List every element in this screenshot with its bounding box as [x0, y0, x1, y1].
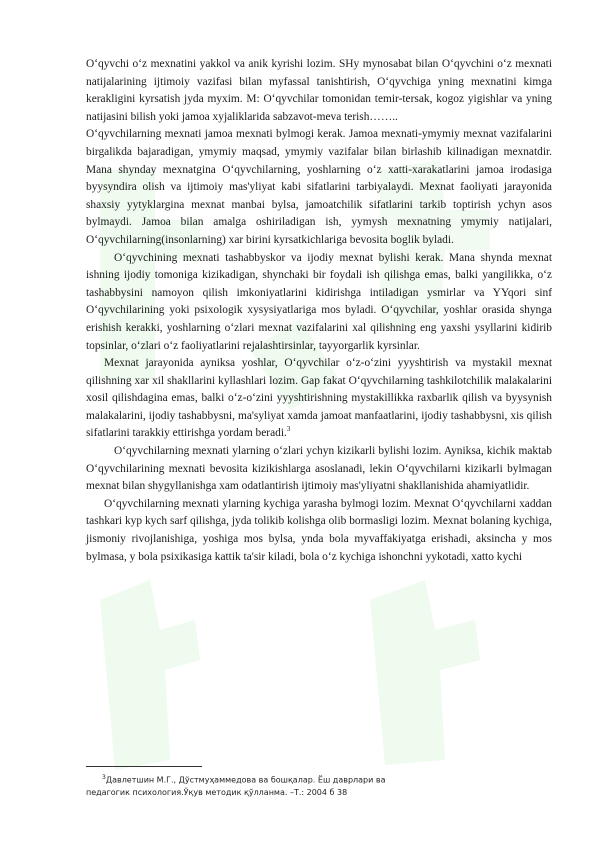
- footnote: [86, 772, 406, 799]
- paragraph-4-text: Mexnat jarayonida ayniksa yoshlar, Oʻqyvchilar oʻz-oʻzini yyyshtirish va mystakil mexnat qilishning xar xil shakllarini kyllashlari lozim. Gap fakat Oʻqyvchilarning tashkilotchilik malakalarini xosil qilishdagina emas, balki oʻz-oʻzini yyyshtirishning mystakillikka raxbarlik qilish va byysynish malakalarini, ijodiy tashabbysni, ma'syliyat xamda jamoat manfaatlarini, ijodiy tashabbysni, xis qilish sifatlarini tarakkiy ettirishga yordam beradi.: [86, 357, 552, 440]
- paragraph-2: Oʻqyvchilarning mexnati jamoa mexnati bylmogi kerak. Jamoa mexnati-ymymiy mexnat vazifalarini birgalikda bajaradigan, ymymiy maqsad, ymymiy vazifalar bilan birlashib kilinadigan mexnatdir. Mana shynday mexnatgina Oʻqyvchilarning, yoshlarning oʻz xatti-xarakatlarini jamoa irodasiga byysyndira olish va ijtimoiy mas'yliyat kabi sifatlarini tarbiyalaydi. Mexnat faoliyati jarayonida shaxsiy yytyklargina mexnat manbai bylsa, jamoatchilik sifatlarini tarkib toptirish ychyn asos bylmaydi. Jamoa bilan amalga oshiriladigan ish, yymysh mexnatning ymymiy natijalari, Oʻqyvchilarning(insonlarning) xar birini kyrsatkichlariga bevosita boglik byladi.: [86, 128, 552, 246]
- paragraph-1: Oʻqyvchi oʻz mexnatini yakkol va anik kyrishi lozim. SHy mynosabat bilan Oʻqyvchini oʻz mexnati natijalarining ijtimoiy vazifasi bilan myfassal tanishtirish, Oʻqyvchiga yning mexnatini kimga kerakligini kyrsatish jyda myxim. M: Oʻqyvchilar tomonidan temir-tersak, kogoz yigishlar va yning natijasini bilish yoki jamoa xyjaliklarida sabzavot-meva terish……..: [86, 58, 552, 123]
- footnote-number: 3: [102, 774, 106, 781]
- footnote-divider: [86, 766, 202, 767]
- paragraph-6: Oʻqyvchilarning mexnati ylarning kychiga yarasha bylmogi lozim. Mexnat Oʻqyvchilarni xaddan tashkari kyp kych sarf qilishga, jyda tolikib kolishga olib bormasligi lozim. Mexnat bolaning kychiga, jismoniy rivojlanishiga, yoshiga mos bylsa, ynda bola myvaffakiyatga erishadi, aksincha y mos bylmasa, y bola psixikasiga kattik ta'sir kiladi, bola oʻz kychiga ishonchni yykotadi, xatto kychi: [86, 497, 552, 563]
- footnote-reference: 3: [286, 425, 291, 434]
- paragraph-5: Oʻqyvchilarning mexnati ylarning oʻzlari ychyn kizikarli bylishi lozim. Ayniksa, kichik maktab Oʻqyvchilarining mexnati bevosita kizikishlarga asoslanadi, lekin Oʻqyvchilarni kizikarli bylmagan mexnat bilan shygyllanishga xam odatlantirish ijtimoiy mas'yliyatni shakllanishida ahamiyatlidir.: [86, 445, 552, 493]
- page-body: [86, 56, 552, 566]
- paragraph-4: [86, 355, 552, 443]
- watermark-bottom: [80, 560, 520, 780]
- paragraph-3: Oʻqyvchining mexnati tashabbyskor va ijodiy mexnat bylishi kerak. Mana shynda mexnat ishning ijodiy tomoniga kizikadigan, shynchaki bir foydali ish qilishga emas, balki yangilikka, oʻz tashabbysini namoyon qilish imkoniyatlarini kidirishga intiladigan ysmirlar va YYqori sinf Oʻqyvchilarining yoki psixologik xysysiyatlariga mos byladi. Oʻqyvchilar, yoshlar orasida shynga erishish kerakki, yoshlarning oʻzlari mexnat vazifalarini xal qilishning eng yaxshi ysyllarini kidirib topsinlar, oʻzlari oʻz faoliyatlarini rejalashtirsinlar, tayyorgarlik kyrsinlar.: [86, 251, 552, 352]
- footnote-text: Давлетшин М.Г., Дўстмуҳаммедова ва бошқалар. Ёш даврлари ва педагогик психология.Ўқув методик қўлланма. –Т.: 2004 б 38: [86, 775, 386, 797]
